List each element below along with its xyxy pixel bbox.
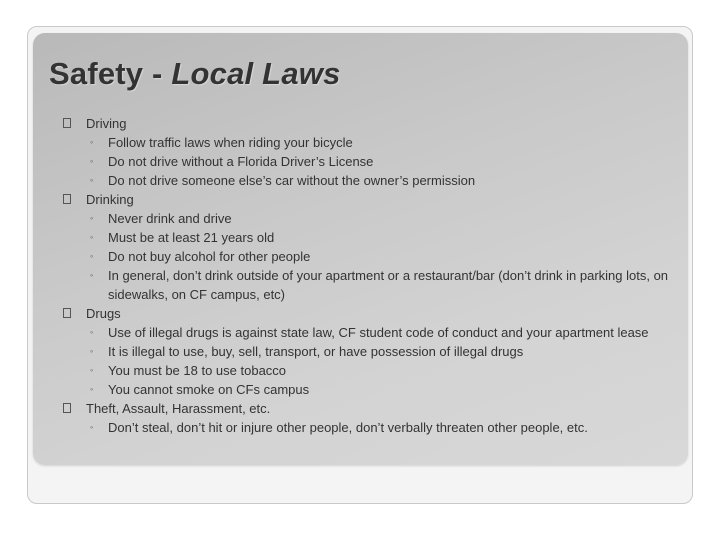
list-item-text: Must be at least 21 years old xyxy=(108,230,275,245)
circle-bullet-icon: ◦ xyxy=(90,270,94,280)
section-heading-label: Theft, Assault, Harassment, etc. xyxy=(86,401,271,416)
list-item-text: You cannot smoke on CFs campus xyxy=(108,382,310,397)
circle-bullet-icon: ◦ xyxy=(90,384,94,394)
section-heading-label: Drugs xyxy=(86,306,121,321)
list-item xyxy=(63,209,718,228)
list-item xyxy=(63,228,718,247)
circle-bullet-icon: ◦ xyxy=(90,232,94,242)
list-item-text: Follow traffic laws when riding your bicycle xyxy=(108,135,353,150)
title-part-2: Local Laws xyxy=(171,56,341,91)
list-item xyxy=(63,247,718,266)
section-heading-theft xyxy=(63,399,718,418)
list-item xyxy=(63,342,718,361)
circle-bullet-icon: ◦ xyxy=(90,422,94,432)
square-bullet-icon xyxy=(63,308,71,318)
section-heading-driving xyxy=(63,114,718,133)
title-part-1: Safety - xyxy=(49,56,172,91)
list-item xyxy=(63,418,718,437)
section-heading-drugs xyxy=(63,304,718,323)
list-item xyxy=(63,266,708,304)
list-item-text: In general, don’t drink outside of your apartment or a restaurant/bar (don’t drink in parking lots, on sidewalks, on CF campus, etc) xyxy=(108,268,669,302)
circle-bullet-icon: ◦ xyxy=(90,175,94,185)
circle-bullet-icon: ◦ xyxy=(90,346,94,356)
list-item xyxy=(63,133,718,152)
square-bullet-icon xyxy=(63,194,71,204)
list-item-text: It is illegal to use, buy, sell, transport, or have possession of illegal drugs xyxy=(108,344,524,359)
list-item-text: Use of illegal drugs is against state law, CF student code of conduct and your apartment lease xyxy=(108,325,649,340)
list-item-text: You must be 18 to use tobacco xyxy=(108,363,287,378)
circle-bullet-icon: ◦ xyxy=(90,365,94,375)
section-heading-label: Driving xyxy=(86,116,127,131)
circle-bullet-icon: ◦ xyxy=(90,327,94,337)
list-item-text: Do not buy alcohol for other people xyxy=(108,249,311,264)
list-item-text: Do not drive someone else’s car without the owner’s permission xyxy=(108,173,476,188)
circle-bullet-icon: ◦ xyxy=(90,251,94,261)
section-heading-label: Drinking xyxy=(86,192,134,207)
list-item xyxy=(63,361,718,380)
slide-title xyxy=(49,56,341,92)
circle-bullet-icon: ◦ xyxy=(90,137,94,147)
list-item-text: Do not drive without a Florida Driver’s License xyxy=(108,154,374,169)
square-bullet-icon xyxy=(63,403,71,413)
list-item xyxy=(63,323,718,342)
circle-bullet-icon: ◦ xyxy=(90,156,94,166)
bullet-list xyxy=(63,114,718,437)
list-item-text: Never drink and drive xyxy=(108,211,232,226)
circle-bullet-icon: ◦ xyxy=(90,213,94,223)
list-item xyxy=(63,152,718,171)
section-heading-drinking xyxy=(63,190,718,209)
square-bullet-icon xyxy=(63,118,71,128)
list-item xyxy=(63,380,718,399)
list-item-text: Don’t steal, don’t hit or injure other people, don’t verbally threaten other people, etc. xyxy=(108,420,588,435)
list-item xyxy=(63,171,718,190)
